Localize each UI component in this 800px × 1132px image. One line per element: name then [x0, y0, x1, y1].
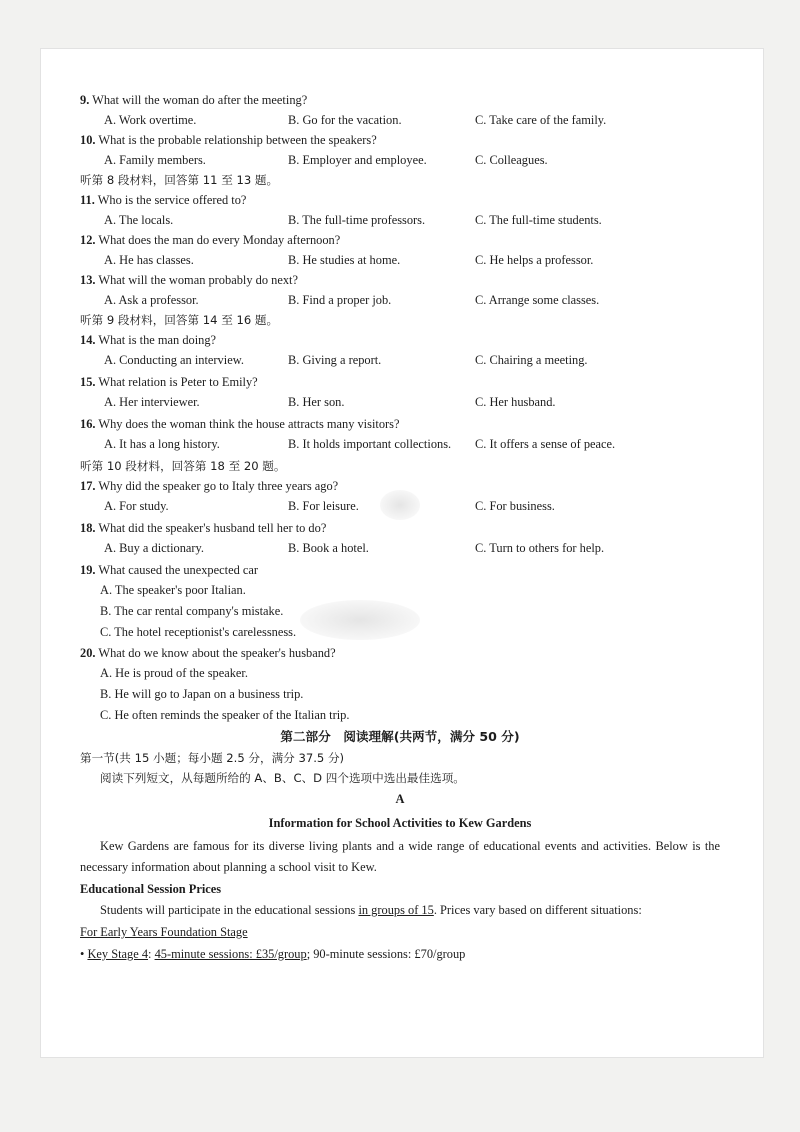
passage-title: Information for School Activities to Kew Gardens [268, 816, 532, 830]
options-14: A. Conducting an interview. B. Giving a report. C. Chairing a meeting. [104, 353, 588, 367]
options-17: A. For study. B. For leisure. C. For business. [104, 499, 555, 513]
question-13: 13. What will the woman probably do next? [80, 273, 298, 287]
early-years-heading: For Early Years Foundation Stage [80, 925, 248, 939]
question-11: 11. Who is the service offered to? [80, 193, 247, 207]
passage-paragraph-2: Students will participate in the educational sessions in groups of 15. Prices vary based on different situations: [100, 903, 642, 917]
section-instruction-8: 听第 8 段材料，回答第 11 至 13 题。 [80, 173, 279, 187]
part2-instruction: 阅读下列短文，从每题所给的 A、B、C、D 四个选项中选出最佳选项。 [100, 771, 465, 785]
exam-content [80, 90, 720, 965]
options-9: A. Work overtime. B. Go for the vacation. C. Take care of the family. [104, 113, 607, 127]
options-16: A. It has a long history. B. It holds important collections. C. It offers a sense of peace. [104, 437, 616, 451]
option-19-c: C. The hotel receptionist's carelessness. [100, 625, 297, 639]
question-15: 15. What relation is Peter to Emily? [80, 375, 258, 389]
options-13: A. Ask a professor. B. Find a proper job. C. Arrange some classes. [104, 293, 600, 307]
passage-letter: A [395, 792, 405, 806]
question-19: 19. What caused the unexpected car [80, 563, 258, 577]
question-10: 10. What is the probable relationship between the speakers? [80, 133, 377, 147]
question-12: 12. What does the man do every Monday afternoon? [80, 233, 341, 247]
question-18: 18. What did the speaker's husband tell her to do? [80, 521, 327, 535]
options-10: A. Family members. B. Employer and employee. C. Colleagues. [104, 153, 548, 167]
section-instruction-10: 听第 10 段材料，回答第 18 至 20 题。 [80, 459, 286, 473]
question-20: 20. What do we know about the speaker's husband? [80, 646, 336, 660]
option-20-c: C. He often reminds the speaker of the Italian trip. [100, 708, 350, 722]
question-17: 17. Why did the speaker go to Italy three years ago? [80, 479, 339, 493]
section-instruction-9: 听第 9 段材料，回答第 14 至 16 题。 [80, 313, 279, 327]
passage-paragraph-1: Kew Gardens are famous for its diverse living plants and a wide range of educational events and activities. Below is the necessary information about planning a school visit to Kew. [80, 839, 720, 874]
question-9: 9. What will the woman do after the meeting? [80, 93, 308, 107]
part2-section1: 第一节(共 15 小题；每小题 2.5 分，满分 37.5 分) [80, 751, 345, 765]
option-19-a: A. The speaker's poor Italian. [100, 583, 246, 597]
key-stage-4-bullet: • Key Stage 4: 45-minute sessions: £35/group; 90-minute sessions: £70/group [80, 947, 466, 961]
question-16: 16. Why does the woman think the house attracts many visitors? [80, 417, 400, 431]
options-12: A. He has classes. B. He studies at home. C. He helps a professor. [104, 253, 594, 267]
prices-heading: Educational Session Prices [80, 882, 222, 896]
options-18: A. Buy a dictionary. B. Book a hotel. C. Turn to others for help. [104, 541, 605, 555]
options-15: A. Her interviewer. B. Her son. C. Her husband. [104, 395, 556, 409]
option-20-a: A. He is proud of the speaker. [100, 666, 248, 680]
part2-title: 第二部分 阅读理解(共两节，满分 50 分) [280, 729, 520, 744]
question-14: 14. What is the man doing? [80, 333, 217, 347]
option-20-b: B. He will go to Japan on a business trip. [100, 687, 304, 701]
options-11: A. The locals. B. The full-time professors. C. The full-time students. [104, 213, 602, 227]
option-19-b: B. The car rental company's mistake. [100, 604, 284, 618]
